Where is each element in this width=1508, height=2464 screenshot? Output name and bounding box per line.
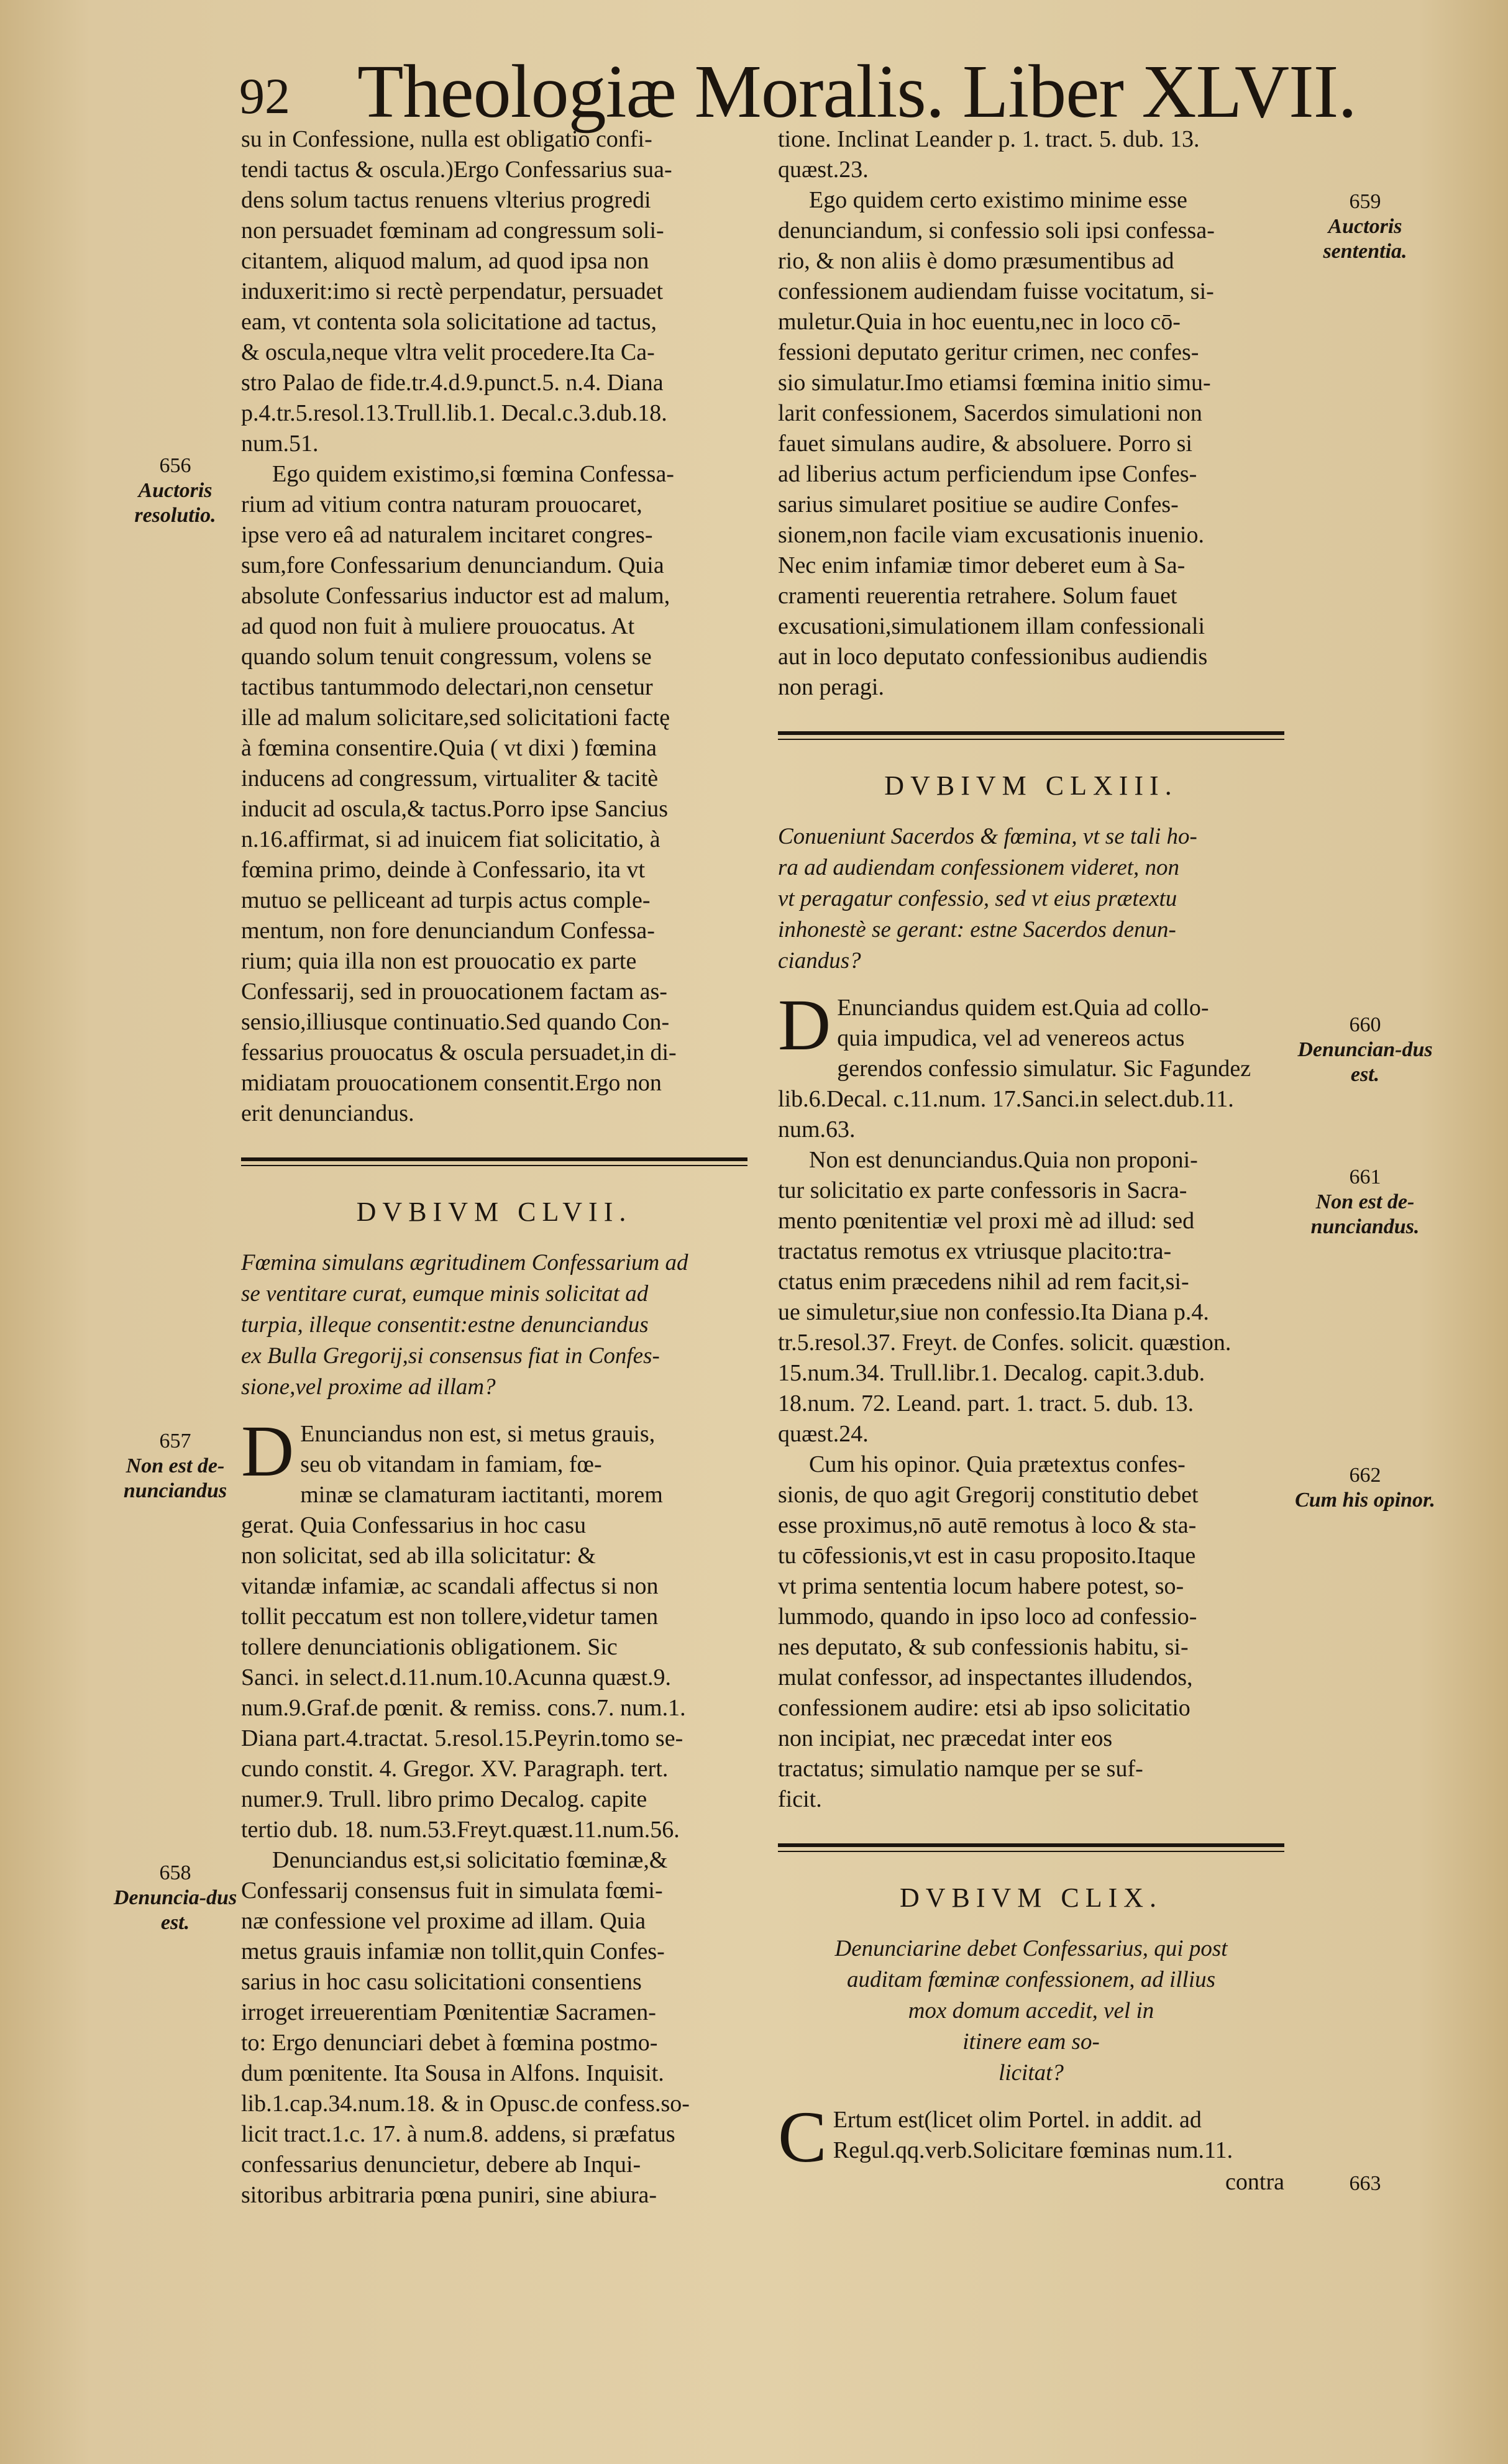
text-line: fauet simulans audire, & absoluere. Porro si <box>778 431 1192 457</box>
text-line: non solicitat, sed ab illa solicitatur: & <box>241 1543 596 1569</box>
running-title: Theologiæ Moralis. Liber XLVII. <box>357 50 1356 134</box>
text-line: rium; quia illa non est prouocatio ex parte <box>241 948 637 974</box>
text-line: irroget irreuerentiam Pœnitentiæ Sacramen- <box>241 1999 656 2025</box>
catchword-text: contra <box>1225 2169 1284 2195</box>
text-line: metus grauis infamiæ non tollit,quin Confes- <box>241 1938 665 1964</box>
text-line: su in Confessione, nulla est obligatio confi- <box>241 126 652 152</box>
text-line: ille ad malum solicitare,sed solicitationi factę <box>241 705 670 731</box>
text-line: mutuo se pelliceant ad turpis actus comple- <box>241 887 651 913</box>
text-line: tu cōfessionis,vt est in casu proposito.Itaque <box>778 1543 1196 1569</box>
text-line: mulat confessor, ad inspectantes illudendos, <box>778 1664 1193 1691</box>
text-line: à fœmina consentire.Quia ( vt dixi ) fœmina <box>241 735 657 761</box>
text-line: turpia, illeque consentit:estne denunciandus <box>241 1312 649 1338</box>
text-line: p.4.tr.5.resol.13.Trull.lib.1. Decal.c.3.dub.18. <box>241 400 667 426</box>
left-column <box>241 124 747 2211</box>
margin-number: 661 <box>1349 1166 1381 1189</box>
text-line: ctatus enim præcedens nihil ad rem facit,si- <box>778 1269 1189 1295</box>
margin-label: Auctoris resolutio. <box>134 479 216 527</box>
text-line: cundo constit. 4. Gregor. XV. Paragraph. tert. <box>241 1756 669 1782</box>
text-line: Ego quidem existimo,si fœmina Confessa- <box>272 461 674 487</box>
text-line: ciandus? <box>778 948 861 974</box>
text-line: tactibus tantummodo delectari,non censetur <box>241 674 653 700</box>
text-line: Diana part.4.tractat. 5.resol.15.Peyrin.tomo se- <box>241 1725 683 1751</box>
dubium-heading-clvii: DVBIVM CLVII. <box>356 1197 633 1227</box>
right-paragraph-3 <box>778 984 1284 1145</box>
left-block-2 <box>241 459 747 1129</box>
section-rule <box>241 1157 747 1161</box>
text-line: stro Palao de fide.tr.4.d.9.punct.5. n.4. Diana <box>241 370 664 396</box>
section-rule-thin <box>778 1851 1284 1852</box>
text-line: tr.5.resol.37. Freyt. de Confes. solicit. quæstion. <box>778 1330 1232 1356</box>
text-line: licit tract.1.c. 17. à num.8. addens, si præfatus <box>241 2121 675 2147</box>
text-line: non persuadet fœminam ad congressum soli- <box>241 217 664 244</box>
text-line: gerendos confessio simulatur. Sic Fagundez <box>837 1056 1251 1082</box>
text-line: citantem, aliquod malum, ad quod ipsa non <box>241 248 649 274</box>
margin-note-656 <box>113 454 237 528</box>
text-line: Enunciandus non est, si metus grauis, <box>300 1421 656 1447</box>
text-line: minæ se clamaturam iactitanti, morem <box>300 1482 663 1508</box>
text-line: sio simulatur.Imo etiamsi fœmina initio simu- <box>778 370 1211 396</box>
margin-note-661 <box>1294 1165 1437 1239</box>
text-line: fœmina primo, deinde à Confessario, ita vt <box>241 857 646 883</box>
text-line: denunciandum, si confessio soli ipsi confessa- <box>778 217 1215 244</box>
section-rule <box>778 1843 1284 1847</box>
text-line: itinere eam so- <box>962 2029 1100 2055</box>
text-line: sione,vel proxime ad illam? <box>241 1374 496 1400</box>
text-line: esse proximus,nō autē remotus à loco & sta- <box>778 1512 1197 1538</box>
text-line: auditam fœminæ confessionem, ad illius <box>846 1967 1216 1992</box>
text-line: erit denunciandus. <box>241 1100 414 1126</box>
margin-note-662 <box>1294 1463 1437 1513</box>
section-rule <box>778 731 1284 735</box>
right-block-6 <box>778 2096 1284 2178</box>
text-line: rio, & non aliis è domo præsumentibus ad <box>778 248 1174 274</box>
text-line: larit confessionem, Sacerdos simulationi non <box>778 400 1202 426</box>
margin-note-659 <box>1294 189 1437 264</box>
text-line: rium ad vitium contra naturam prouocaret, <box>241 491 642 518</box>
text-line: sarius in hoc casu solicitationi consentiens <box>241 1969 642 1995</box>
margin-note-663 <box>1294 2171 1437 2196</box>
dubium-summary-clix <box>778 1933 1284 2089</box>
dubium-heading-clix: DVBIVM CLIX. <box>899 1882 1163 1913</box>
margin-label: Non est de-nunciandus. <box>1310 1190 1420 1238</box>
right-block-3 <box>778 984 1284 1145</box>
text-line: nes deputato, & sub confessionis habitu, si- <box>778 1634 1189 1660</box>
text-line: quæst.23. <box>778 157 869 183</box>
text-line: midiatam prouocationem consentit.Ergo non <box>241 1070 662 1096</box>
text-line: vitandæ infamiæ, ac scandali affectus si non <box>241 1573 659 1599</box>
text-line: inducit ad oscula,& tactus.Porro ipse Sancius <box>241 796 669 822</box>
text-line: se ventitare curat, eumque minis solicitat ad <box>241 1281 649 1307</box>
text-line: absolute Confessarius inductor est ad malum, <box>241 583 670 609</box>
text-line: cramenti reuerentia retrahere. Solum fauet <box>778 583 1177 609</box>
section-rule-thin <box>778 739 1284 740</box>
margin-label: Denuncia-dus est. <box>113 1886 237 1934</box>
text-line: tollit peccatum est non tollere,videtur tamen <box>241 1604 659 1630</box>
text-line: Denunciandus est,si solicitatio fœminæ,& <box>272 1847 668 1873</box>
text-line: ad liberius actum perficiendum ipse Confes- <box>778 461 1197 487</box>
text-line: non peragi. <box>778 674 884 700</box>
margin-number: 656 <box>159 454 191 477</box>
text-line: vt peragatur confessio, sed vt eius prætextu <box>778 886 1177 911</box>
text-line: seu ob vitandam in famiam, fœ- <box>300 1451 602 1477</box>
text-line: licitat? <box>998 2060 1064 2086</box>
left-block-4 <box>241 1845 747 2211</box>
text-line: 18.num. 72. Leand. part. 1. tract. 5. dub. 13. <box>778 1390 1194 1417</box>
catchword <box>778 2167 1284 2197</box>
text-line: sitoribus arbitraria pœna puniri, sine abiura- <box>241 2182 657 2208</box>
margin-number: 662 <box>1349 1464 1381 1487</box>
text-line: ue simuletur,siue non confessio.Ita Diana p.4. <box>778 1299 1209 1325</box>
text-line: 15.num.34. Trull.libr.1. Decalog. capit.3.dub. <box>778 1360 1205 1386</box>
right-block-2 <box>778 185 1284 703</box>
text-line: lib.6.Decal. c.11.num. 17.Sanci.in select.dub.11. <box>778 1086 1234 1112</box>
text-line: eam, vt contenta sola solicitatione ad tactus, <box>241 309 657 335</box>
text-line: aut in loco deputato confessionibus audiendis <box>778 644 1208 670</box>
text-line: tur solicitatio ex parte confessoris in Sacra- <box>778 1177 1187 1203</box>
text-line: quæst.24. <box>778 1421 869 1447</box>
text-line: Conueniunt Sacerdos & fœmina, vt se tali ho- <box>778 824 1197 849</box>
left-paragraph-3 <box>241 1410 747 1845</box>
margin-label: Non est de-nunciandus <box>123 1454 227 1502</box>
text-line: muletur.Quia in hoc euentu,nec in loco cō- <box>778 309 1181 335</box>
text-line: sum,fore Confessarium denunciandum. Quia <box>241 552 664 578</box>
text-line: Confessarij, sed in prouocationem factam as- <box>241 979 667 1005</box>
text-line: tractatus; simulatio namque per se suf- <box>778 1756 1143 1782</box>
text-line: tractatus remotus ex vtriusque placito:tra- <box>778 1238 1172 1264</box>
right-block-5 <box>778 1449 1284 1815</box>
text-line: fessarius prouocatus & oscula persuadet,in di- <box>241 1039 677 1065</box>
margin-number: 659 <box>1349 190 1381 213</box>
text-line: n.16.affirmat, si ad inuicem fiat solicitatio, à <box>241 826 660 852</box>
text-line: fessioni deputato geritur crimen, nec confes- <box>778 339 1199 365</box>
text-line: Confessarij consensus fuit in simulata fœmi- <box>241 1878 663 1904</box>
text-line: sionem,non facile viam excusationis inuenio. <box>778 522 1204 548</box>
margin-number: 663 <box>1349 2172 1381 2195</box>
text-line: lummodo, quando in ipso loco ad confessio- <box>778 1604 1197 1630</box>
text-line: mentum, non fore denunciandum Confessa- <box>241 918 655 944</box>
margin-note-657 <box>113 1429 237 1503</box>
text-line: dum pœnitente. Ita Sousa in Alfons. Inquisit. <box>241 2060 664 2086</box>
text-line: ficit. <box>778 1786 822 1812</box>
text-line: Ego quidem certo existimo minime esse <box>809 187 1187 213</box>
drop-cap: D <box>241 1410 295 1492</box>
text-line: lib.1.cap.34.num.18. & in Opusc.de confess.so- <box>241 2091 690 2117</box>
text-line: Non est denunciandus.Quia non proponi- <box>809 1147 1198 1173</box>
text-line: to: Ergo denunciari debet à fœmina postmo- <box>241 2030 658 2056</box>
margin-label: Denuncian-dus est. <box>1297 1038 1433 1086</box>
text-line: tollere denunciationis obligationem. Sic <box>241 1634 618 1660</box>
left-block-1 <box>241 124 747 459</box>
text-line: gerat. Quia Confessarius in hoc casu <box>241 1512 587 1538</box>
margin-number: 657 <box>159 1430 191 1453</box>
dubium-summary-clvii <box>241 1248 747 1403</box>
text-line: ex Bulla Gregorij,si consensus fiat in Confes- <box>241 1343 660 1369</box>
text-line: sensio,illiusque continuatio.Sed quando Con- <box>241 1009 670 1035</box>
dubium-heading-clxiii: DVBIVM CLXIII. <box>884 770 1178 801</box>
text-line: confessionem audire: etsi ab ipso solicitatio <box>778 1695 1190 1721</box>
text-line: excusationi,simulationem illam confessionali <box>778 613 1205 639</box>
page-number: 92 <box>239 68 290 124</box>
text-line: inducens ad congressum, virtualiter & tacitè <box>241 765 659 792</box>
drop-cap: C <box>778 2096 827 2178</box>
text-line: tione. Inclinat Leander p. 1. tract. 5. dub. 13. <box>778 126 1200 152</box>
text-line: num.63. <box>778 1116 856 1143</box>
text-line: Ertum est(licet olim Portel. in addit. ad <box>833 2107 1202 2133</box>
text-line: Denunciarine debet Confessarius, qui post <box>834 1936 1228 1961</box>
text-line: mento pœnitentiæ vel proxi mè ad illud: sed <box>778 1208 1195 1234</box>
margin-number: 658 <box>159 1861 191 1884</box>
text-line: non incipiat, nec præcedat inter eos <box>778 1725 1113 1751</box>
margin-note-658 <box>113 1861 237 1935</box>
left-block-3 <box>241 1410 747 1845</box>
margin-label: Cum his opinor. <box>1295 1489 1435 1512</box>
drop-cap: D <box>778 984 831 1065</box>
text-line: numer.9. Trull. libro primo Decalog. capite <box>241 1786 647 1812</box>
text-line: ad quod non fuit à muliere prouocatus. At <box>241 613 635 639</box>
text-line: Cum his opinor. Quia prætextus confes- <box>809 1451 1186 1477</box>
text-line: mox domum accedit, vel in <box>908 1998 1154 2024</box>
right-column <box>778 124 1284 2197</box>
dubium-summary-clxiii <box>778 821 1284 977</box>
text-line: confessarius denuncietur, debere ab Inqui- <box>241 2151 641 2178</box>
text-line: num.51. <box>241 431 319 457</box>
margin-note-660 <box>1294 1013 1437 1087</box>
text-line: vt prima sententia locum habere potest, so- <box>778 1573 1184 1599</box>
section-rule-thin <box>241 1165 747 1166</box>
text-line: induxerit:imo si rectè perpendatur, persuadet <box>241 278 664 304</box>
text-line: sarius simularet positiue se audire Confes- <box>778 491 1179 518</box>
text-line: quia impudica, vel ad venereos actus <box>837 1025 1185 1051</box>
text-line: & oscula,neque vltra velit procedere.Ita Ca- <box>241 339 655 365</box>
text-line: Enunciandus quidem est.Quia ad collo- <box>837 995 1209 1021</box>
right-block-4 <box>778 1145 1284 1449</box>
margin-label: Auctoris sententia. <box>1323 215 1407 263</box>
text-line: ipse vero eâ ad naturalem incitaret congres- <box>241 522 653 548</box>
text-line: Regul.qq.verb.Solicitare fœminas num.11. <box>833 2137 1233 2163</box>
right-paragraph-6 <box>778 2096 1284 2178</box>
text-line: Nec enim infamiæ timor deberet eum à Sa- <box>778 552 1186 578</box>
text-line: Fœmina simulans ægritudinem Confessarium ad <box>241 1250 688 1275</box>
text-line: confessionem audiendam fuisse vocitatum, si- <box>778 278 1214 304</box>
text-line: num.9.Graf.de pœnit. & remiss. cons.7. num.1. <box>241 1695 686 1721</box>
text-line: næ confessione vel proxime ad illam. Quia <box>241 1908 646 1934</box>
text-line: dens solum tactus renuens vlterius progredi <box>241 187 651 213</box>
text-line: Sanci. in select.d.11.num.10.Acunna quæst.9. <box>241 1664 671 1691</box>
text-line: tendi tactus & oscula.)Ergo Confessarius sua- <box>241 157 672 183</box>
margin-number: 660 <box>1349 1013 1381 1036</box>
text-line: quando solum tenuit congressum, volens se <box>241 644 652 670</box>
text-line: sionis, de quo agit Gregorij constitutio debet <box>778 1482 1199 1508</box>
right-block-1 <box>778 124 1284 185</box>
text-line: tertio dub. 18. num.53.Freyt.quæst.11.num.56. <box>241 1817 680 1843</box>
text-line: inhonestè se gerant: estne Sacerdos denun- <box>778 917 1176 942</box>
text-line: ra ad audiendam confessionem videret, non <box>778 855 1180 880</box>
